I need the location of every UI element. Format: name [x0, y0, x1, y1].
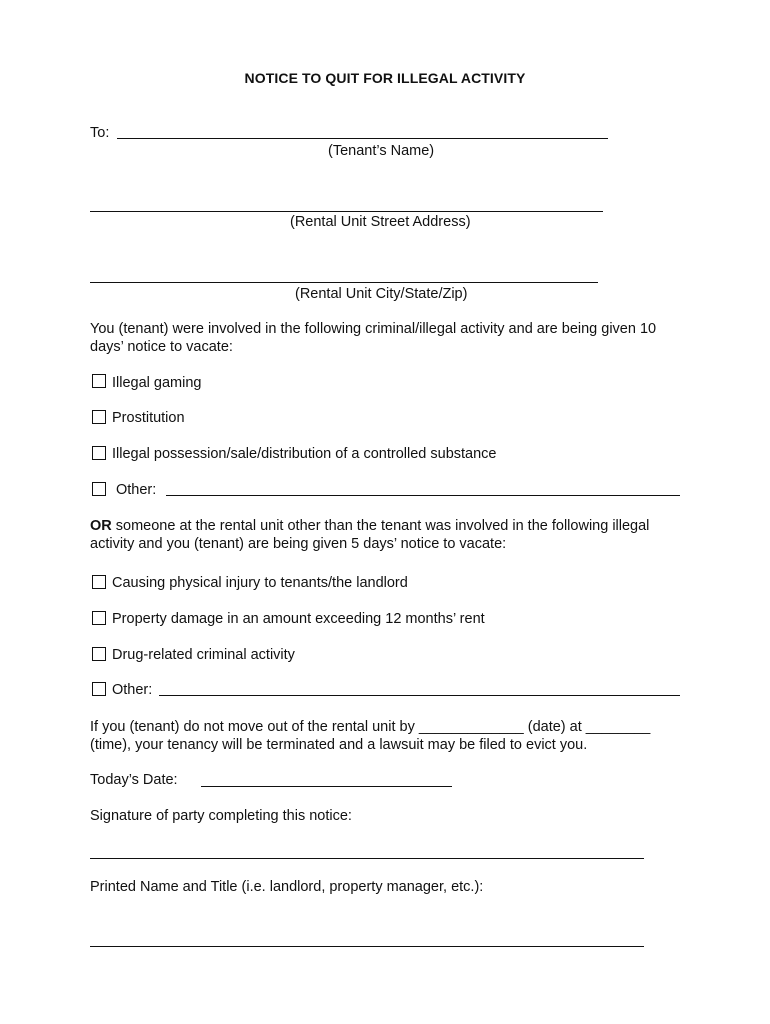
signature-label: Signature of party completing this notice: — [90, 808, 352, 824]
controlled-substance-label: Illegal possession/sale/distribution of a controlled substance — [112, 446, 497, 462]
printed-name-label: Printed Name and Title (i.e. landlord, property manager, etc.): — [90, 879, 484, 895]
tenant-name-line[interactable] — [117, 138, 608, 139]
or-emphasis: OR — [90, 518, 112, 534]
tenant-activity-intro: You (tenant) were involved in the following criminal/illegal activity and are being given 10 days’ notice to vacate: — [90, 321, 657, 355]
todays-date-line[interactable] — [201, 786, 452, 787]
vacate-time-blank[interactable]: ________ — [585, 719, 651, 735]
document-title: NOTICE TO QUIT FOR ILLEGAL ACTIVITY — [244, 70, 526, 86]
other-occupant-intro — [90, 517, 690, 553]
physical-injury-checkbox[interactable] — [92, 575, 106, 589]
to-label: To: — [90, 125, 110, 141]
property-damage-checkbox[interactable] — [92, 611, 106, 625]
other-occupant-intro-text: someone at the rental unit other than the tenant was involved in the following illegal activity and you (tenant) are being given 5 days’ notice to vacate: — [90, 518, 650, 552]
other-occupant-other-line[interactable] — [159, 695, 680, 696]
other-occupant-other-checkbox[interactable] — [92, 682, 106, 696]
vacate-deadline-line1 — [90, 718, 650, 736]
other-occupant-other-label: Other: — [112, 682, 153, 698]
vacate-deadline-line2: (time), your tenancy will be terminated and a lawsuit may be filed to evict you. — [90, 737, 588, 753]
vacate-date-blank[interactable]: _____________ — [418, 719, 524, 735]
prostitution-checkbox[interactable] — [92, 410, 106, 424]
tenant-other-checkbox[interactable] — [92, 482, 106, 496]
drug-activity-label: Drug-related criminal activity — [112, 647, 295, 663]
printed-name-line[interactable] — [90, 946, 644, 947]
city-state-zip-caption: (Rental Unit City/State/Zip) — [295, 286, 468, 302]
street-address-caption: (Rental Unit Street Address) — [290, 214, 471, 230]
vacate-text-2: (date) at — [523, 719, 586, 735]
illegal-gaming-label: Illegal gaming — [112, 375, 202, 391]
signature-line[interactable] — [90, 858, 644, 859]
physical-injury-label: Causing physical injury to tenants/the landlord — [112, 575, 408, 591]
street-address-line[interactable] — [90, 211, 603, 212]
drug-activity-checkbox[interactable] — [92, 647, 106, 661]
todays-date-label: Today’s Date: — [90, 772, 178, 788]
illegal-gaming-checkbox[interactable] — [92, 374, 106, 388]
tenant-name-caption: (Tenant’s Name) — [328, 143, 435, 159]
property-damage-label: Property damage in an amount exceeding 12 months’ rent — [112, 611, 485, 627]
city-state-zip-line[interactable] — [90, 282, 598, 283]
prostitution-label: Prostitution — [112, 410, 185, 426]
vacate-text-1: If you (tenant) do not move out of the rental unit by — [90, 719, 419, 735]
tenant-other-line[interactable] — [166, 495, 680, 496]
controlled-substance-checkbox[interactable] — [92, 446, 106, 460]
tenant-other-label: Other: — [116, 482, 157, 498]
